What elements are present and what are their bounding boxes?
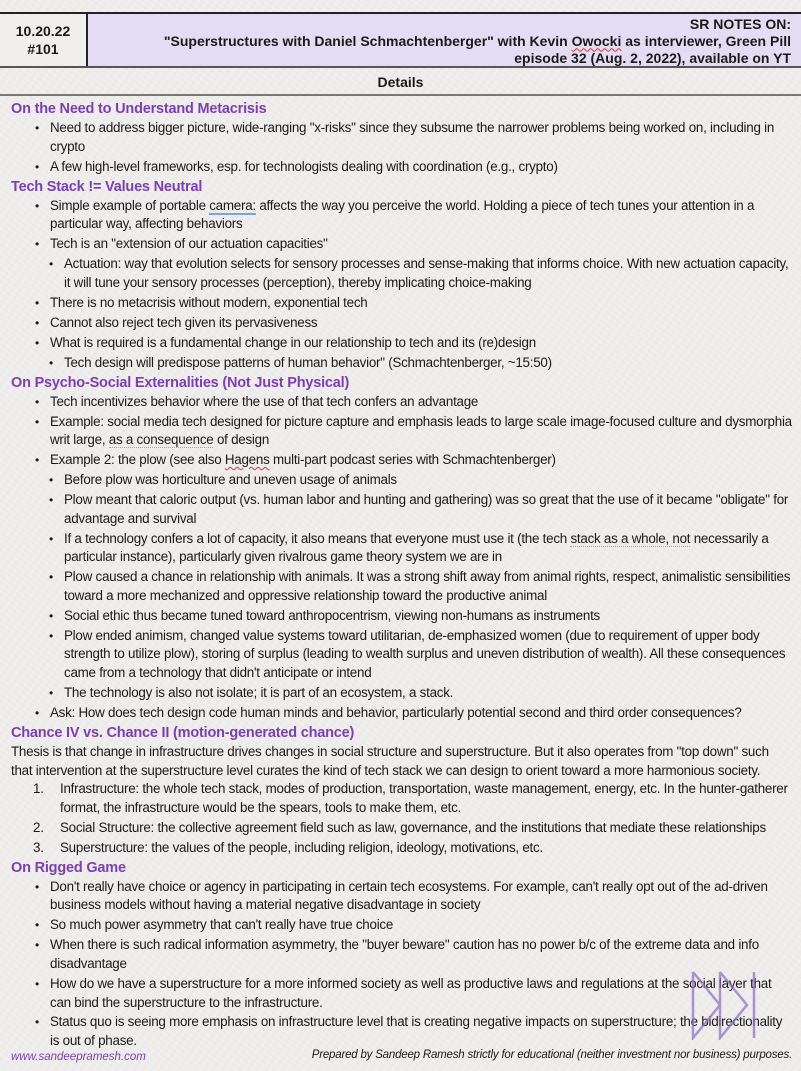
list-item: • Tech incentivizes behavior where the use of that tech confers an advantage	[0, 393, 801, 412]
item-number: 2.	[33, 819, 44, 835]
list-item: • Cannot also reject tech given its pervasiveness	[0, 314, 801, 333]
sub-list-item: • Actuation: way that evolution selects for sensory processes and sense-making that informs choice. With new actuation capacity, it will tune your sensory processes (perception), thereby implicating choice-making	[0, 255, 801, 292]
section-title-rigged-game: On Rigged Game	[11, 859, 126, 876]
marked-word: camera:	[209, 197, 256, 213]
item-number: 3.	[33, 839, 44, 855]
list-item: • So much power asymmetry that can't really have true choice	[0, 916, 801, 935]
list-item	[0, 197, 801, 234]
header-title-box	[88, 14, 801, 66]
section-title-psycho-social: On Psycho-Social Externalities (Not Just Physical)	[11, 374, 350, 391]
list-item: • Ask: How does tech design code human minds and behavior, particularly potential second and third order consequences?	[0, 704, 801, 723]
sub-list-item: • The technology is also not isolate; it is part of an ecosystem, a stack.	[0, 684, 801, 703]
fast-forward-end-icon	[690, 970, 775, 1040]
header-title-line3: episode 32 (Aug. 2, 2022), available on YT	[514, 49, 791, 66]
thesis-paragraph: Thesis is that change in infrastructure drives changes in social structure and superstructure. But it also operates from "top down" such that intervention at the superstructure level curates the kind of tech stack we can design to orient toward a more harmonious society.	[11, 744, 769, 778]
details-bar: Details	[0, 68, 801, 96]
sub-list-item: • Plow ended animism, changed value systems toward utilitarian, de-emphasized women (due to requirement of upper body strength to utilize plow), storing of surplus (leading to wealth surplus and uneven distribution of wealth). All these consequences came from a technology that didn't anticipate or intend	[0, 627, 801, 683]
numbered-item	[0, 780, 801, 817]
header-title-line1: SR NOTES ON:	[689, 15, 791, 32]
header-number: #101	[27, 41, 59, 57]
list-item-text: If a technology confers a lot of capacity, it also means that everyone must use it (the tech	[64, 530, 571, 546]
marked-phrase: stack as a whole, not	[570, 530, 691, 546]
header-title-line2-pre: "Superstructures with Daniel Schmachtenberger" with Kevin	[163, 32, 572, 49]
section-title-chance: Chance IV vs. Chance II (motion-generated chance)	[11, 725, 355, 742]
notes-content	[0, 100, 801, 1052]
list-item-text: affects the way you perceive the world. Holding a piece of tech tunes your attention in a particular way, affecting behaviors	[50, 197, 755, 232]
list-item: • Tech is an "extension of our actuation capacities"	[0, 235, 801, 254]
numbered-list	[0, 780, 801, 857]
header-date-box	[0, 14, 88, 66]
item-text: Superstructure: the values of the people, including religion, ideology, motivations, etc.	[60, 839, 543, 855]
list-item: • Don't really have choice or agency in participating in certain tech ecosystems. For example, can't really opt out of the ad-driven business models without having a material negative disadvantage in society	[0, 878, 801, 915]
numbered-item	[0, 819, 801, 838]
list-item-text: Example: social media tech designed for picture capture and emphasis leads to large scale image-focused culture and dysmorphia writ large,	[50, 413, 792, 448]
list-item: • How do we have a superstructure for a more informed society as well as productive laws and regulations at the social layer that can bind the superstructure to the infrastructure.	[0, 975, 801, 1012]
list-item: • A few high-level frameworks, esp. for technologists dealing with coordination (e.g., crypto)	[0, 158, 801, 177]
header-title-line2	[164, 33, 791, 50]
sub-list-item	[0, 530, 801, 567]
list-item: • Need to address bigger picture, wide-ranging "x-risks" since they subsume the narrower problems being worked on, including in crypto	[0, 119, 801, 156]
footer-website-link[interactable]: www.sandeepramesh.com	[11, 1051, 146, 1063]
header-date: 10.20.22	[15, 23, 71, 39]
header-title-line2-post: as interviewer, Green Pill	[621, 32, 791, 49]
list-item-text: of design	[213, 432, 270, 448]
footer-disclaimer: Prepared by Sandeep Ramesh strictly for educational (neither investment nor business) purposes.	[311, 1049, 792, 1061]
header-interviewer-name: Owocki	[571, 32, 622, 49]
item-text: Social Structure: the collective agreement field such as law, governance, and the institutions that mediate these relationships	[60, 819, 766, 835]
list-item: • There is no metacrisis without modern, exponential tech	[0, 294, 801, 313]
section-list-rigged-game	[0, 878, 801, 1051]
list-item	[0, 451, 801, 470]
header	[0, 12, 801, 68]
sub-list-item: • Tech design will predispose patterns of human behavior" (Schmachtenberger, ~15:50)	[0, 354, 801, 373]
list-item: • When there is such radical information asymmetry, the "buyer beware" caution has no power b/c of the extreme data and info disadvantage	[0, 936, 801, 973]
list-item-text: necessarily a particular instance), particularly given rivalrous game theory system we are in	[64, 530, 769, 565]
section-title-tech-stack: Tech Stack != Values Neutral	[11, 178, 203, 195]
sub-list-item: • Before plow was horticulture and uneven usage of animals	[0, 471, 801, 490]
list-item	[0, 413, 801, 450]
sub-list-item: • Plow caused a chance in relationship with animals. It was a strong shift away from animal rights, respect, animalistic sensibilities toward a more mechanized and oppressive relationship toward the productive animal	[0, 568, 801, 605]
section-list-tech-stack	[0, 197, 801, 373]
section-list-psycho-social	[0, 393, 801, 723]
numbered-item	[0, 839, 801, 858]
sub-list-item: • Social ethic thus became tuned toward anthropocentrism, viewing non-humans as instruments	[0, 607, 801, 626]
marked-word: Hagens	[224, 452, 270, 468]
item-number: 1.	[33, 781, 44, 797]
section-title-metacrisis: On the Need to Understand Metacrisis	[11, 101, 267, 117]
list-item-text: Simple example of portable	[50, 197, 210, 213]
list-item-text: Example 2: the plow (see also	[50, 452, 225, 468]
marked-phrase: as a consequence	[108, 432, 214, 448]
section-list-metacrisis	[0, 119, 801, 176]
list-item: • What is required is a fundamental change in our relationship to tech and its (re)design	[0, 334, 801, 353]
item-text: Infrastructure: the whole tech stack, modes of production, transportation, waste management, energy, etc. In the hunter-gatherer format, the infrastructure would be the spears, tools to make them, etc.	[60, 781, 788, 815]
list-item: • Status quo is seeing more emphasis on infrastructure level that is creating negative impacts on superstructure; the bidirectionality is out of phase.	[0, 1013, 801, 1050]
list-item-text: multi-part podcast series with Schmachtenberger)	[269, 452, 556, 468]
sub-list-item: • Plow meant that caloric output (vs. human labor and hunting and gathering) was so great that the use of it became "obligate" for advantage and survival	[0, 491, 801, 528]
